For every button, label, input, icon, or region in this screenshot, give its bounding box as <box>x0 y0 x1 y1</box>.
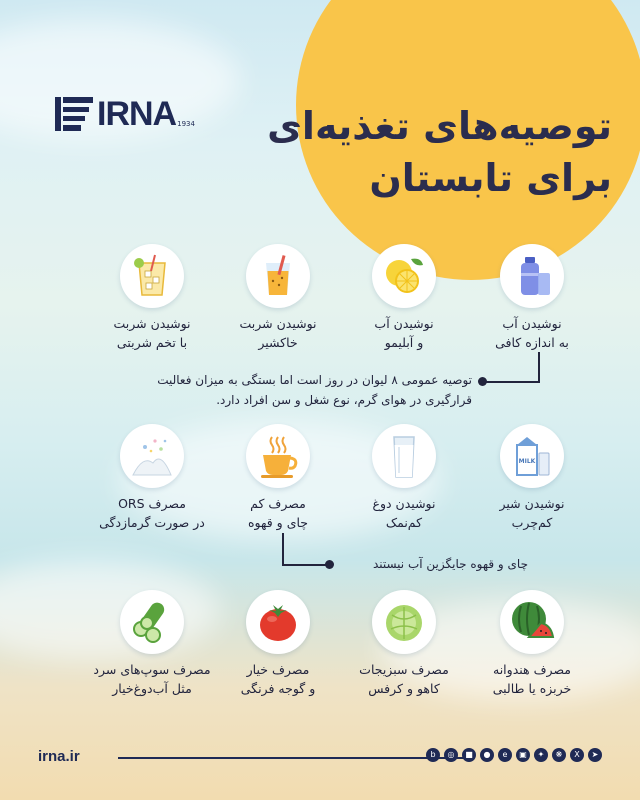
water-bottle-icon <box>507 251 557 301</box>
site-link[interactable]: irna.ir <box>38 748 80 765</box>
footer <box>38 746 602 768</box>
doogh-glass-icon <box>379 431 429 481</box>
tip-cold-soup <box>87 590 217 698</box>
lettuce-icon <box>379 597 429 647</box>
milk-carton-icon <box>507 431 557 481</box>
tip-icon-frame <box>246 590 310 654</box>
tip-icon-frame <box>246 424 310 488</box>
tip-water <box>467 244 597 352</box>
soroush-icon[interactable]: ▣ <box>516 748 530 762</box>
tip-khakshir <box>213 244 343 352</box>
tip-basil-seed <box>87 244 217 352</box>
logo-text: IRNA <box>97 95 177 133</box>
tip-icon-frame <box>500 424 564 488</box>
tip-icon-frame <box>372 590 436 654</box>
telegram-icon[interactable]: ➤ <box>588 748 602 762</box>
tip-label-line2: در صورت گرمازدگی <box>99 515 205 530</box>
irna-logo <box>55 97 195 131</box>
page-title <box>267 100 612 204</box>
tip-label-line2: به اندازه کافی <box>495 335 569 350</box>
tip-cucumber-tomato <box>213 590 343 698</box>
tea-cup-icon <box>253 431 303 481</box>
lemon-icon <box>379 251 429 301</box>
tip-icon-frame <box>372 244 436 308</box>
tip-tea-coffee <box>213 424 343 532</box>
rubika-icon[interactable]: ● <box>480 748 494 762</box>
irna-emblem-icon <box>55 97 93 131</box>
tip-icon-frame <box>372 424 436 488</box>
instagram-icon[interactable]: ◎ <box>444 748 458 762</box>
tip-label-line2: کم‌چرب <box>511 515 553 530</box>
note-dot <box>478 377 487 386</box>
tip-icon-frame <box>246 244 310 308</box>
tip-vegetables <box>339 590 469 698</box>
note-line1: توصیه عمومی ۸ لیوان در روز است اما بستگی به میزان فعالیت <box>157 373 472 387</box>
water-note <box>150 370 472 410</box>
logo-year: 1934 <box>177 120 195 128</box>
tip-lemon-water <box>339 244 469 352</box>
tip-label-line1: مصرف سوپ‌های سرد <box>93 662 211 677</box>
note-dot <box>325 560 334 569</box>
note-connector <box>484 381 540 383</box>
tip-label-line2: چای و قهوه <box>247 515 309 530</box>
aparat-icon[interactable]: ■ <box>462 748 476 762</box>
milk-carton-label: MILK <box>518 458 536 465</box>
eitaa-icon[interactable]: e <box>498 748 512 762</box>
tip-label-line1: مصرف ORS <box>118 496 186 511</box>
tip-label-line1: نوشیدن دوغ <box>372 496 436 511</box>
tip-icon-frame <box>120 244 184 308</box>
footer-divider <box>118 757 474 759</box>
note-line1: چای و قهوه جایگزین آب نیستند <box>372 557 528 571</box>
tip-icon-frame <box>500 590 564 654</box>
virasty-icon[interactable]: ❋ <box>552 748 566 762</box>
tip-icon-frame <box>120 424 184 488</box>
tip-label-line1: نوشیدن شربت <box>239 316 317 331</box>
tip-label-line2: خاکشیر <box>258 335 298 350</box>
title-line-1: توصیه‌های تغذیه‌ای <box>267 104 612 148</box>
tip-label-line1: نوشیدن شیر <box>499 496 565 511</box>
tip-label-line2: مثل آب‌دوغ‌خیار <box>112 681 192 696</box>
tip-icon-frame <box>120 590 184 654</box>
tip-label-line2: خربزه یا طالبی <box>492 681 572 696</box>
iced-drink-icon <box>127 251 177 301</box>
watermelon-icon <box>507 597 557 647</box>
note-connector <box>282 533 284 565</box>
tip-label-line2: و گوجه فرنگی <box>240 681 316 696</box>
tip-icon-frame <box>500 244 564 308</box>
tip-label-line2: کم‌نمک <box>385 515 423 530</box>
bale-icon[interactable]: b <box>426 748 440 762</box>
tip-ors <box>87 424 217 532</box>
note-line2: قرارگیری در هوای گرم، نوع شغل و سن افراد دارد. <box>216 393 472 407</box>
tip-label-line1: نوشیدن آب <box>502 316 562 331</box>
tip-milk <box>467 424 597 532</box>
igap-icon[interactable]: ✦ <box>534 748 548 762</box>
tip-label-line1: مصرف کم <box>250 496 306 511</box>
juice-glass-icon <box>253 251 303 301</box>
tip-watermelon <box>467 590 597 698</box>
tea-note <box>338 554 528 574</box>
tip-label-line1: نوشیدن آب <box>374 316 434 331</box>
tip-label-line2: و آبلیمو <box>384 335 424 350</box>
tip-label-line2: کاهو و کرفس <box>368 681 440 696</box>
tip-label-line1: نوشیدن شربت <box>113 316 191 331</box>
tip-label-line1: مصرف سبزیجات <box>359 662 449 677</box>
tip-label-line1: مصرف هندوانه <box>493 662 571 677</box>
note-connector <box>538 352 540 382</box>
x-icon[interactable]: X <box>570 748 584 762</box>
note-connector <box>282 564 330 566</box>
social-icons <box>426 748 602 762</box>
tip-doogh <box>339 424 469 532</box>
title-line-2: برای تابستان <box>369 156 612 200</box>
tip-label-line1: مصرف خیار <box>246 662 310 677</box>
tip-label-line2: با تخم شربتی <box>116 335 188 350</box>
tomato-icon <box>253 597 303 647</box>
ors-powder-icon <box>127 431 177 481</box>
cucumber-icon <box>127 597 177 647</box>
